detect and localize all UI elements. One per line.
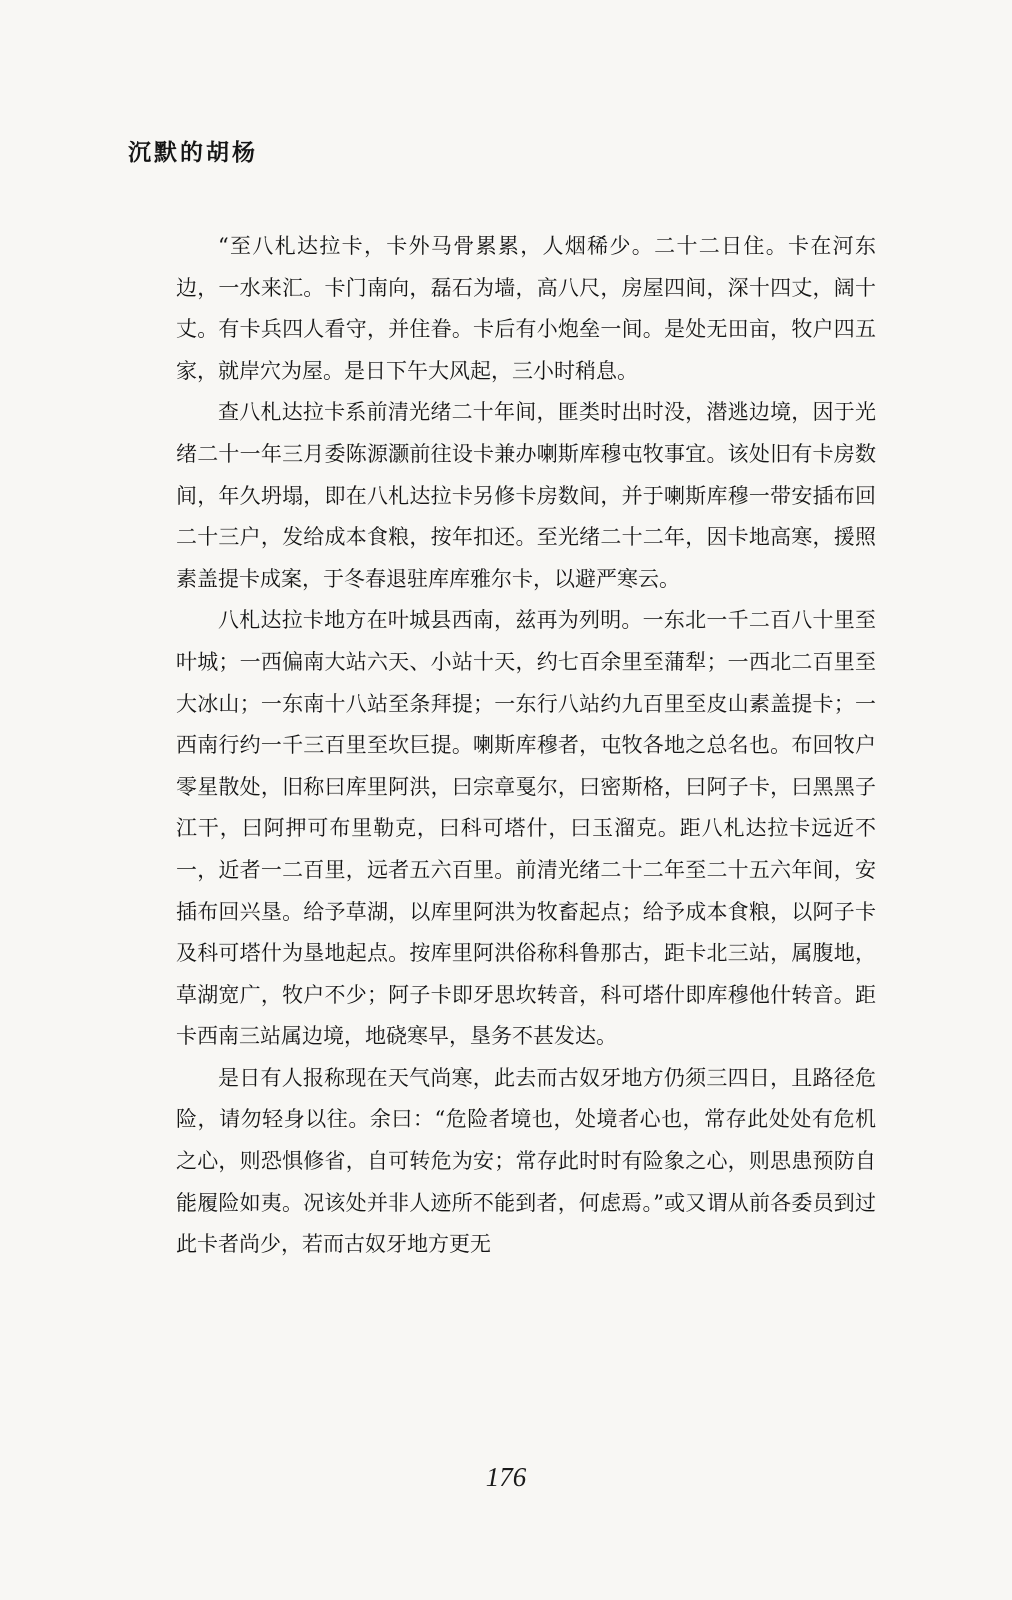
paragraph-4: 是日有人报称现在天气尚寒，此去而古奴牙地方仍须三四日，且路径危险，请勿轻身以往。余曰：“危险者境也，处境者心也，常存此处处有危机之心，则恐惧修省，自可转危为安；常存此时时有险象之心，则思患预防自能履险如夷。况该处并非人迹所不能到者，何虑焉。”或又谓从前各委员到过此卡者尚少，若而古奴牙地方更无 xyxy=(176,1065,876,1257)
body-text xyxy=(176,226,876,1266)
paragraph-3: 八札达拉卡地方在叶城县西南，兹再为列明。一东北一千二百八十里至叶城；一西偏南大站六天、小站十天，约七百余里至蒲犁；一西北二百里至大冰山；一东南十八站至条拜提；一东行八站约九百里至皮山素盖提卡；一西南行约一千三百里至坎巨提。喇斯库穆者，屯牧各地之总名也。布回牧户零星散处，旧称曰库里阿洪，曰宗章戛尔，曰密斯格，曰阿子卡，曰黑黑子江干，曰阿押可布里勒克，曰科可塔什，曰玉溜克。距八札达拉卡远近不一，近者一二百里，远者五六百里。前清光绪二十二年至二十五六年间，安插布回兴垦。给予草湖，以库里阿洪为牧畜起点；给予成本食粮，以阿子卡及科可塔什为垦地起点。按库里阿洪俗称科鲁那古，距卡北三站，属腹地，草湖宽广，牧户不少；阿子卡即牙思坎转音，科可塔什即库穆他什转音。距卡西南三站属边境，地硗寒早，垦务不甚发达。 xyxy=(176,608,876,1049)
running-header: 沉默的胡杨 xyxy=(128,139,258,166)
page-number: 176 xyxy=(485,1462,527,1492)
paragraph-2: 查八札达拉卡系前清光绪二十年间，匪类时出时没，潜逃边境，因于光绪二十一年三月委陈源灏前往设卡兼办喇斯库穆屯牧事宜。该处旧有卡房数间，年久坍塌，即在八札达拉卡另修卡房数间，并于喇斯库穆一带安插布回二十三户，发给成本食粮，按年扣还。至光绪二十二年，因卡地高寒，援照素盖提卡成案，于冬春退驻库库雅尔卡，以避严寒云。 xyxy=(176,400,876,591)
paragraph-1: “至八札达拉卡，卡外马骨累累，人烟稀少。二十二日住。卡在河东边，一水来汇。卡门南向，磊石为墙，高八尺，房屋四间，深十四丈，阔十丈。有卡兵四人看守，并住眷。卡后有小炮垒一间。是处无田亩，牧户四五家，就岸穴为屋。是日下午大风起，三小时稍息。 xyxy=(176,234,876,383)
